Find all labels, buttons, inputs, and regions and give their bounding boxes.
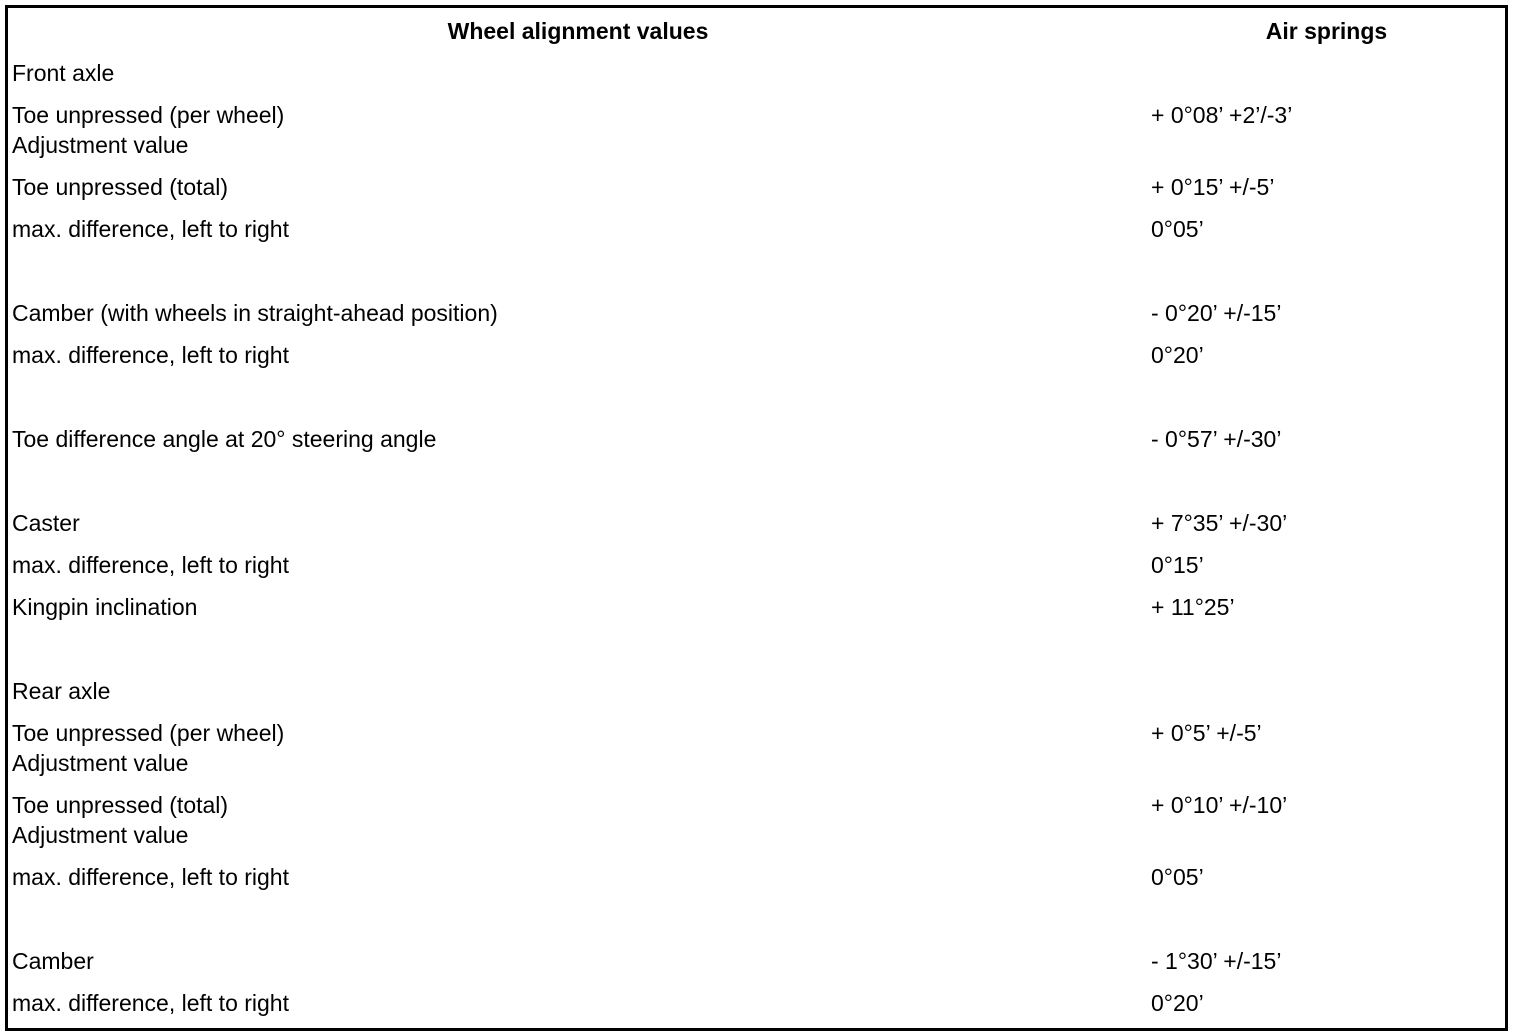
row-label: max. difference, left to right [12,990,289,1016]
table-row [8,592,1505,634]
row-label: Kingpin inclination [12,594,198,620]
table-row [8,214,1505,256]
table-row [8,100,1505,172]
row-value: + 0°5’ +/-5’ [1151,720,1262,746]
table-body [8,58,1505,1030]
table-row [8,340,1505,382]
row-value: - 0°20’ +/-15’ [1151,300,1282,326]
row-label: Camber [12,948,94,974]
row-value: - 1°30’ +/-15’ [1151,948,1282,974]
row-label: Rear axle [12,678,111,704]
table-row [8,424,1505,466]
table-row [8,862,1505,904]
row-label: Toe unpressed (total) [12,174,229,200]
table-row [8,298,1505,340]
table-row [8,508,1505,550]
row-label: max. difference, left to right [12,864,289,890]
table-row [8,988,1505,1030]
row-label: max. difference, left to right [12,342,289,368]
table-row [8,550,1505,592]
table-row [8,634,1505,676]
alignment-table [5,5,1508,1031]
row-label: max. difference, left to right [12,216,289,242]
row-value: - 0°57’ +/-30’ [1151,426,1282,452]
row-value: + 0°10’ +/-10’ [1151,792,1288,818]
table-row [8,790,1505,862]
row-value: 0°20’ [1151,990,1204,1016]
row-label: Toe unpressed (total) Adjustment value [12,792,229,848]
row-label: Caster [12,510,80,536]
table-row [8,466,1505,508]
table-row [8,172,1505,214]
table-row [8,676,1505,718]
row-label: Front axle [12,60,115,86]
row-label: Camber (with wheels in straight-ahead position) [12,300,498,326]
row-label: Toe unpressed (per wheel) Adjustment value [12,102,285,158]
row-value: + 7°35’ +/-30’ [1151,510,1288,536]
row-value: 0°05’ [1151,216,1204,242]
table-row [8,382,1505,424]
row-value: 0°15’ [1151,552,1204,578]
column-header-air-springs: Air springs [1265,18,1388,44]
row-value: + 11°25’ [1151,594,1235,620]
row-label: Toe difference angle at 20° steering angle [12,426,437,452]
table-row [8,718,1505,790]
column-header-wheel-alignment: Wheel alignment values [447,18,709,44]
row-value: 0°20’ [1151,342,1204,368]
row-label: max. difference, left to right [12,552,289,578]
table-row [8,946,1505,988]
table-row [8,256,1505,298]
table-row [8,58,1505,100]
row-label: Toe unpressed (per wheel) Adjustment value [12,720,285,776]
row-value: + 0°08’ +2’/-3’ [1151,102,1293,128]
row-value: 0°05’ [1151,864,1204,890]
table-header [8,16,1505,46]
table-row [8,904,1505,946]
row-value: + 0°15’ +/-5’ [1151,174,1275,200]
